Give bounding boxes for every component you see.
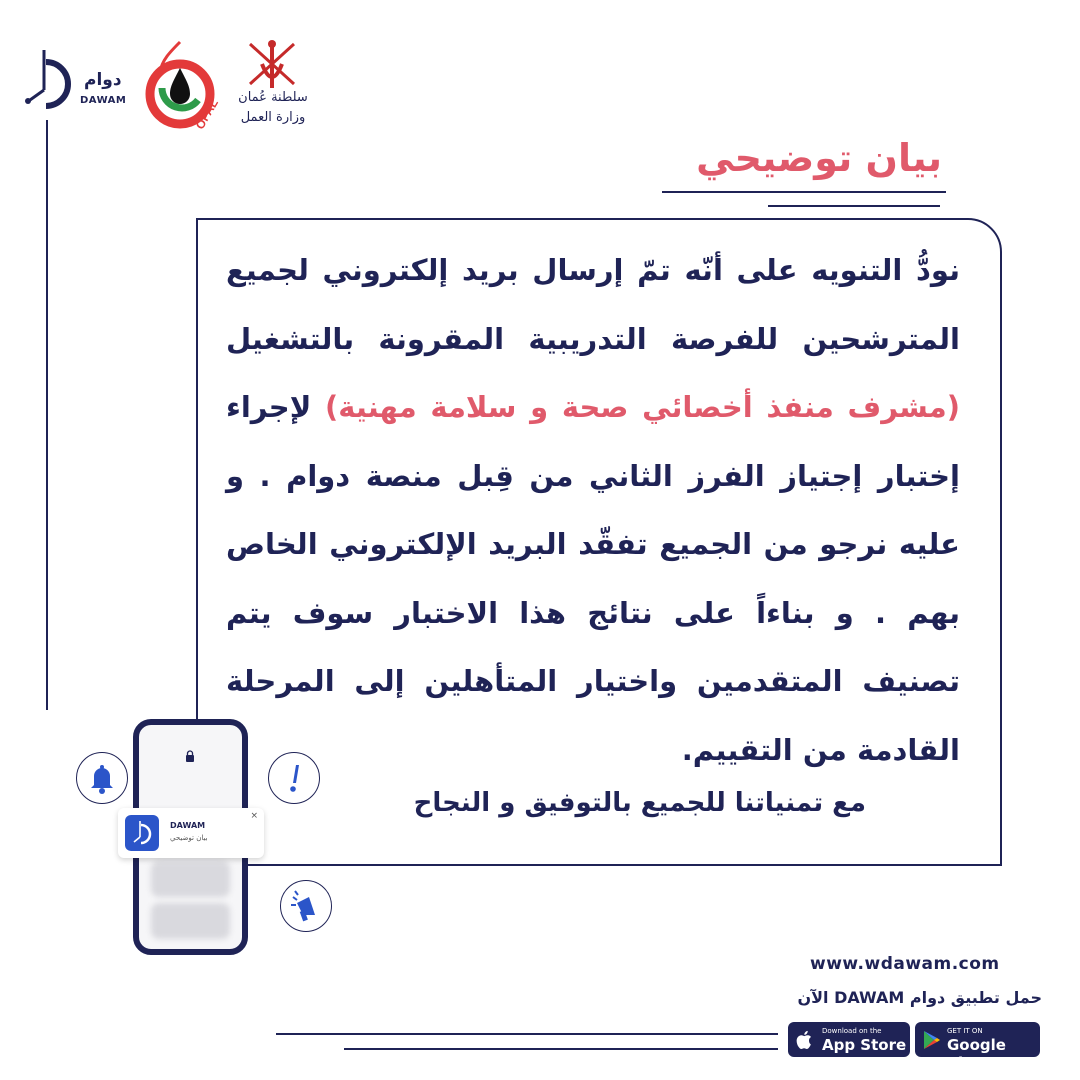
app-store-small-label: Download on the (822, 1027, 882, 1035)
statement-highlight: (مشرف منفذ أخصائي صحة و سلامة مهنية) (325, 390, 960, 424)
dawam-logo-english: DAWAM (80, 95, 127, 106)
statement-body (226, 236, 960, 784)
google-play-icon (923, 1030, 941, 1050)
notification-subtitle: بيان توضيحي (170, 834, 208, 842)
notification-title: DAWAM (170, 821, 206, 830)
google-play-small-label: GET IT ON (947, 1027, 983, 1035)
blurred-notification (151, 903, 230, 939)
bell-icon (77, 753, 127, 803)
bell-bubble (76, 752, 128, 804)
statement-text-part1: نودُّ التنويه على أنّه تمّ إرسال بريد إلكتروني لجميع المترشحين للفرصة التدريبية المقرونة بالتشغيل (226, 253, 960, 356)
page-title: بيان توضيحي (696, 136, 942, 180)
svg-text:OPAL: OPAL (192, 96, 222, 130)
blurred-notification (151, 861, 230, 897)
notification-popup (118, 808, 264, 858)
exclamation-icon (269, 753, 319, 803)
google-play-label: Google Play (947, 1036, 1006, 1072)
ministry-name-line2: وزارة العمل (240, 110, 306, 125)
dawam-app-icon (125, 815, 159, 851)
apple-icon (796, 1029, 814, 1051)
dawam-logo-arabic: دوام (84, 70, 122, 90)
download-app-text: حمل تطبيق دوام DAWAM الآن (797, 988, 1042, 1007)
footer-line (276, 1033, 778, 1035)
exclamation-bubble (268, 752, 320, 804)
app-store-button[interactable] (788, 1022, 910, 1057)
app-store-label: App Store (822, 1036, 907, 1054)
google-play-button[interactable] (915, 1022, 1040, 1072)
title-underline (662, 191, 946, 193)
website-url[interactable]: www.wdawam.com (810, 954, 1000, 974)
footer-line-short (344, 1048, 778, 1050)
lock-icon (185, 747, 195, 766)
title-underline-short (768, 205, 940, 207)
ministry-name-line1: سلطنة عُمان (238, 90, 308, 105)
decorative-vertical-line (46, 120, 48, 710)
megaphone-icon (281, 881, 331, 931)
closing-wishes: مع تمنياتنا للجميع بالتوفيق و النجاح (413, 788, 866, 818)
statement-text-part2: لإجراء إختبار إجتياز الفرز الثاني من قِبل منصة دوام . و عليه نرجو من الجميع تفقّد البريد الإلكتروني الخاص بهم . و بناءاً على نتائج هذا الاختبار سوف يتم تصنيف المتقدمين واختيار المتأهلين إلى المرحلة القادمة من التقييم. (226, 390, 960, 767)
close-icon: × (250, 811, 258, 821)
megaphone-bubble (280, 880, 332, 932)
dawam-logo (20, 44, 80, 124)
opal-logo (140, 38, 222, 130)
